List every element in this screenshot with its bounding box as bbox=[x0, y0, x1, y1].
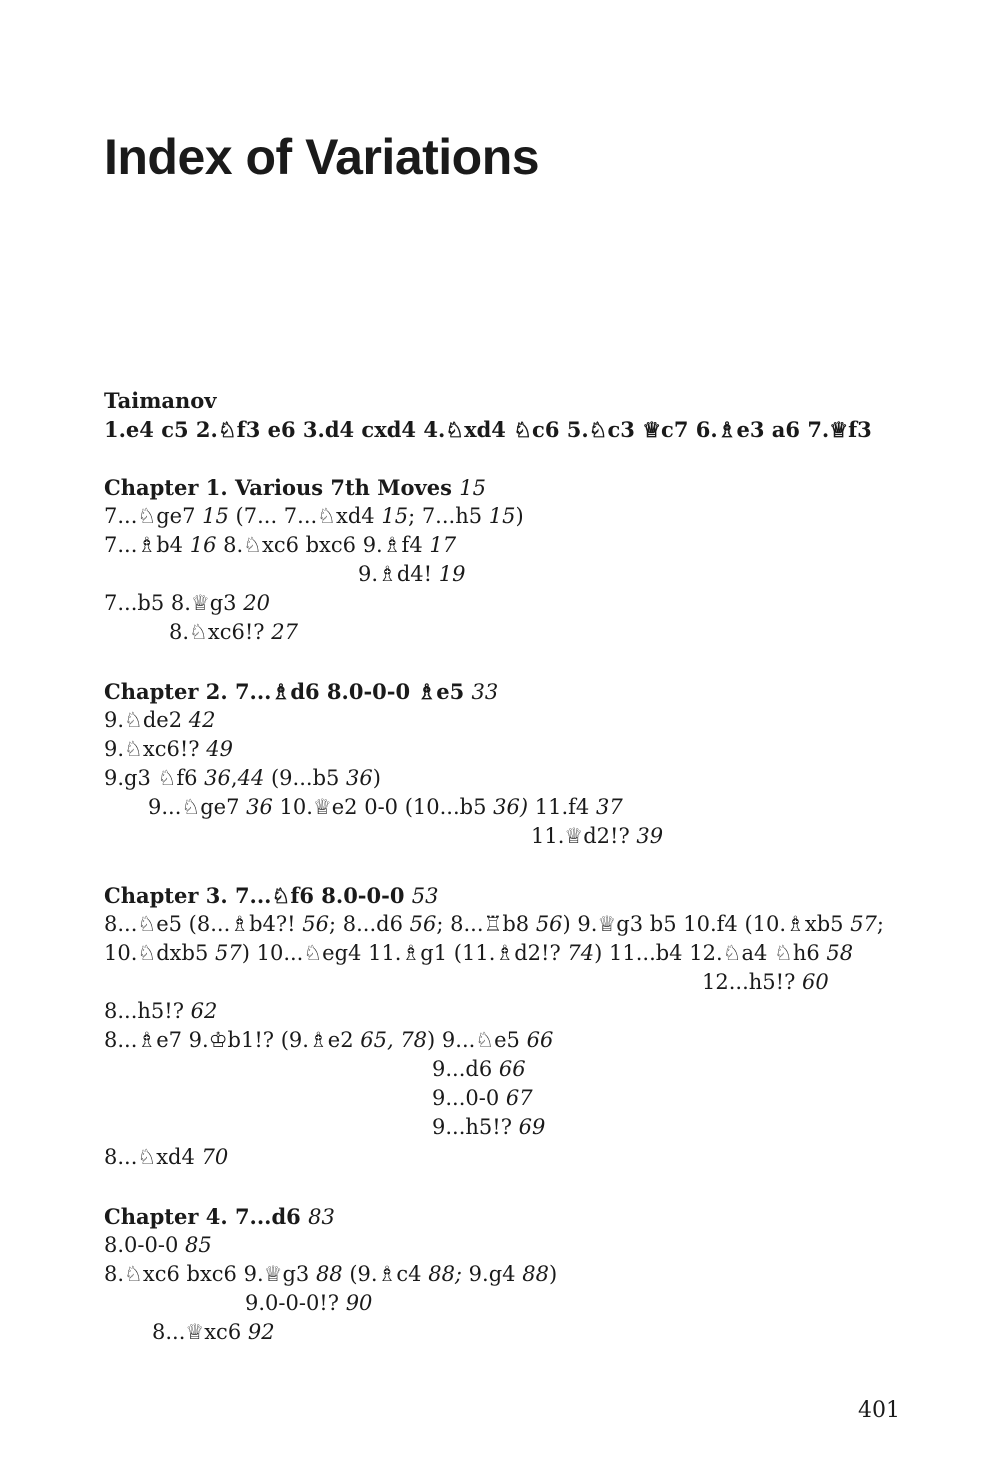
chapter-page: 15 bbox=[459, 476, 486, 500]
move-text: 8...♕xc6 bbox=[152, 1320, 248, 1344]
chapter-heading bbox=[104, 1202, 335, 1232]
page-reference: 36) bbox=[493, 795, 529, 819]
move-text: 9...h5!? bbox=[432, 1115, 519, 1139]
move-text: (9.♗c4 bbox=[342, 1262, 429, 1286]
page-reference: 49 bbox=[206, 737, 233, 761]
move-text: ) bbox=[548, 1262, 558, 1286]
page-reference: 56 bbox=[409, 912, 437, 936]
page-reference: 90 bbox=[345, 1291, 373, 1315]
page-reference: 15 bbox=[381, 504, 409, 528]
variation-line bbox=[169, 618, 298, 647]
variation-line bbox=[245, 1289, 372, 1318]
variation-line bbox=[432, 1084, 533, 1113]
page-reference: 36 bbox=[246, 795, 273, 819]
chapter-title: Chapter 3. 7...♘f6 8.0-0-0 bbox=[104, 883, 405, 908]
chapter-page: 53 bbox=[411, 884, 439, 908]
move-text: 7...♗b4 bbox=[104, 533, 190, 557]
move-text: 9...d6 bbox=[432, 1057, 499, 1081]
variation-line bbox=[104, 997, 217, 1026]
page-reference: 88 bbox=[315, 1262, 343, 1286]
page-reference: 74 bbox=[567, 941, 595, 965]
page-reference: 58 bbox=[826, 941, 854, 965]
page-reference: 88; bbox=[428, 1262, 462, 1286]
move-text: ; 8...♖b8 bbox=[436, 912, 536, 936]
page-number: 401 bbox=[858, 1398, 900, 1423]
page-reference: 70 bbox=[201, 1145, 229, 1169]
chapter-page: 83 bbox=[308, 1205, 335, 1229]
move-text: 12...h5!? bbox=[702, 970, 803, 994]
variation-line bbox=[104, 706, 216, 735]
variation-line bbox=[104, 1026, 553, 1055]
variation-line bbox=[104, 1231, 212, 1260]
page-reference: 85 bbox=[185, 1233, 212, 1257]
move-text: 9.♗d4! bbox=[358, 562, 439, 586]
page-reference: 17 bbox=[429, 533, 457, 557]
move-text: 8...♘xd4 bbox=[104, 1145, 202, 1169]
page-reference: 27 bbox=[271, 620, 298, 644]
variation-line bbox=[148, 793, 623, 822]
variation-line bbox=[104, 1260, 557, 1289]
move-text: 8...♘e5 (8...♗b4?! bbox=[104, 912, 303, 936]
page-reference: 15 bbox=[202, 504, 229, 528]
main-line-moves: 1.e4 c5 2.♘f3 e6 3.d4 cxd4 4.♘xd4 ♘c6 5.♘c3 ♕c7 6.♗e3 a6 7.♕f3 bbox=[104, 417, 872, 442]
page-reference: 37 bbox=[595, 795, 623, 819]
move-text: , bbox=[230, 766, 238, 790]
move-text: (9...b5 bbox=[264, 766, 347, 790]
page-reference: 57 bbox=[850, 912, 877, 936]
chapter-title: Chapter 1. Various 7th Moves bbox=[104, 475, 452, 500]
move-text: 8...h5!? bbox=[104, 999, 191, 1023]
move-text: ; bbox=[876, 912, 884, 936]
page-reference: 56 bbox=[302, 912, 329, 936]
move-text: 9.g4 bbox=[462, 1262, 523, 1286]
variation-line bbox=[432, 1113, 545, 1142]
move-text: ) 10...♘eg4 11.♗g1 (11.♗d2!? bbox=[241, 941, 568, 965]
page-reference: 60 bbox=[802, 970, 829, 994]
move-text: ; 8...d6 bbox=[329, 912, 410, 936]
page-reference: 16 bbox=[189, 533, 217, 557]
move-text: 9.♘de2 bbox=[104, 708, 189, 732]
variation-line bbox=[104, 1143, 228, 1172]
move-text: 9...♘ge7 bbox=[148, 795, 247, 819]
variation-line bbox=[104, 735, 233, 764]
page-reference: 36 bbox=[346, 766, 373, 790]
move-text: 8.♘xc6 bxc6 9.♗f4 bbox=[216, 533, 430, 557]
move-text: 7...b5 8.♕g3 bbox=[104, 591, 244, 615]
move-text: 8.♘xc6!? bbox=[169, 620, 272, 644]
page-reference: 92 bbox=[247, 1320, 275, 1344]
section-name: Taimanov bbox=[104, 388, 217, 413]
variation-line bbox=[104, 589, 270, 618]
move-text: 10.♘dxb5 bbox=[104, 941, 215, 965]
move-text: ) 9.♕g3 b5 10.f4 (10.♗xb5 bbox=[562, 912, 851, 936]
chapter-title: Chapter 2. 7...♗d6 8.0-0-0 ♗e5 bbox=[104, 679, 465, 704]
page-reference: 15 bbox=[488, 504, 516, 528]
page-reference: 62 bbox=[190, 999, 218, 1023]
page-reference: 67 bbox=[505, 1086, 533, 1110]
variation-line bbox=[104, 939, 853, 968]
chapter-heading bbox=[104, 677, 498, 707]
variation-line bbox=[358, 560, 466, 589]
move-text: 7...♘ge7 bbox=[104, 504, 203, 528]
move-text: ; 7...h5 bbox=[408, 504, 489, 528]
move-text: 10.♕e2 0-0 (10...b5 bbox=[272, 795, 494, 819]
page-reference: 20 bbox=[243, 591, 270, 615]
move-text: 11.f4 bbox=[528, 795, 596, 819]
move-text: ) 9...♘e5 bbox=[427, 1028, 527, 1052]
page-reference: 65, 78 bbox=[360, 1028, 428, 1052]
chapter-title: Chapter 4. 7...d6 bbox=[104, 1204, 301, 1229]
variation-line bbox=[104, 910, 884, 939]
chapter-heading bbox=[104, 473, 486, 503]
move-text: 9.0-0-0!? bbox=[245, 1291, 346, 1315]
page-reference: 19 bbox=[438, 562, 466, 586]
page-reference: 57 bbox=[215, 941, 242, 965]
page-reference: 66 bbox=[498, 1057, 526, 1081]
variation-line bbox=[432, 1055, 526, 1084]
variation-line bbox=[104, 764, 381, 793]
move-text: 8.0-0-0 bbox=[104, 1233, 185, 1257]
move-text: ) bbox=[515, 504, 524, 528]
variation-line bbox=[104, 531, 456, 560]
page-reference: 36 bbox=[204, 766, 231, 790]
variation-line bbox=[531, 822, 663, 851]
move-text: ) 11...b4 12.♘a4 ♘h6 bbox=[594, 941, 827, 965]
page-reference: 88 bbox=[522, 1262, 549, 1286]
page-title: Index of Variations bbox=[104, 129, 540, 185]
chapter-page: 33 bbox=[471, 680, 499, 704]
page-reference: 56 bbox=[535, 912, 563, 936]
page-reference: 42 bbox=[188, 708, 216, 732]
variation-line bbox=[104, 502, 524, 531]
move-text: (7... 7...♘xd4 bbox=[228, 504, 382, 528]
move-text: 9.g3 ♘f6 bbox=[104, 766, 205, 790]
page-reference: 44 bbox=[237, 766, 265, 790]
chapter-heading bbox=[104, 881, 439, 911]
page-reference: 69 bbox=[518, 1115, 546, 1139]
move-text: ) bbox=[372, 766, 381, 790]
move-text: 8.♘xc6 bxc6 9.♕g3 bbox=[104, 1262, 316, 1286]
page-reference: 39 bbox=[636, 824, 664, 848]
move-text: 11.♕d2!? bbox=[531, 824, 637, 848]
move-text: 8...♗e7 9.♔b1!? (9.♗e2 bbox=[104, 1028, 361, 1052]
page-reference: 66 bbox=[526, 1028, 554, 1052]
move-text: 9.♘xc6!? bbox=[104, 737, 207, 761]
variation-line bbox=[152, 1318, 275, 1347]
variation-line bbox=[702, 968, 829, 997]
move-text: 9...0-0 bbox=[432, 1086, 506, 1110]
